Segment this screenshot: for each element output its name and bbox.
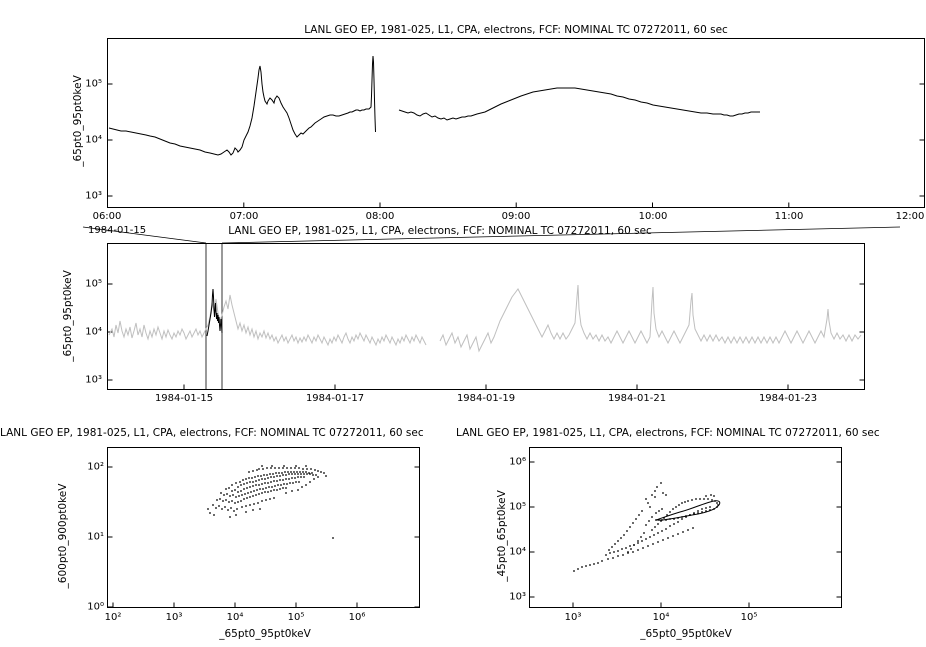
bl-xtick-1e2: 10² [104, 612, 122, 623]
top-date-label: 1984-01-15 [88, 225, 147, 236]
middle-ytick-1e3: 10³ [85, 374, 102, 386]
middle-xtick-0115: 1984-01-15 [154, 393, 214, 404]
top-xtick-0600: 06:00 [92, 211, 122, 222]
bottom-left-panel [0, 425, 470, 647]
br-xtick-1e3: 10³ [564, 612, 582, 623]
top-ytick-1e3: 10³ [85, 190, 102, 202]
bottom-right-panel-title: LANL GEO EP, 1981-025, L1, CPA, electrons, FCF: NOMINAL TC 07272011, 60 sec [456, 427, 880, 439]
bl-ytick-1e2: 10² [87, 461, 104, 473]
scatter-points-right [573, 482, 719, 572]
top-xtick-1200: 12:00 [895, 211, 925, 222]
middle-xtick-0121: 1984-01-21 [607, 393, 667, 404]
top-xtick-0900: 09:00 [501, 211, 531, 222]
middle-xtick-0123: 1984-01-23 [758, 393, 818, 404]
middle-panel [0, 225, 926, 425]
bl-ytick-1e0: 10⁰ [87, 601, 104, 613]
br-ytick-1e6: 10⁶ [509, 456, 526, 468]
bl-ytick-1e1: 10¹ [87, 531, 104, 543]
middle-xtick-0119: 1984-01-19 [456, 393, 516, 404]
top-ytick-1e4: 10⁴ [85, 134, 102, 146]
bottom-right-panel [456, 425, 926, 647]
middle-ytick-1e5: 10⁵ [85, 278, 102, 290]
bottom-right-xlabel: _65pt0_95pt0keV [640, 628, 732, 640]
br-xtick-1e5: 10⁵ [740, 612, 758, 623]
top-panel-ylabel: _65pt0_95pt0keV [72, 75, 84, 167]
middle-ytick-1e4: 10⁴ [85, 326, 102, 338]
bl-xtick-1e4: 10⁴ [226, 612, 244, 623]
bottom-left-ylabel: _600pt0_900pt0keV [57, 483, 69, 589]
br-xtick-1e4: 10⁴ [652, 612, 670, 623]
middle-xtick-0117: 1984-01-17 [305, 393, 365, 404]
br-ytick-1e4: 10⁴ [509, 546, 526, 558]
br-ytick-1e5: 10⁵ [509, 501, 526, 513]
top-xtick-0700: 07:00 [229, 211, 259, 222]
bottom-left-panel-title: LANL GEO EP, 1981-025, L1, CPA, electrons, FCF: NOMINAL TC 07272011, 60 sec [0, 427, 424, 439]
top-xtick-0800: 08:00 [365, 211, 395, 222]
br-ytick-1e3: 10³ [509, 591, 526, 603]
top-panel [0, 0, 926, 236]
bottom-left-xlabel: _65pt0_95pt0keV [219, 628, 311, 640]
top-xtick-1000: 10:00 [638, 211, 668, 222]
top-panel-title: LANL GEO EP, 1981-025, L1, CPA, electrons, FCF: NOMINAL TC 07272011, 60 sec [304, 24, 728, 36]
scatter-points-left [207, 465, 334, 539]
bl-xtick-1e3: 10³ [165, 612, 183, 623]
bl-xtick-1e6: 10⁶ [348, 612, 366, 623]
top-xtick-1100: 11:00 [774, 211, 804, 222]
middle-panel-title: LANL GEO EP, 1981-025, L1, CPA, electrons, FCF: NOMINAL TC 07272011, 60 sec [228, 225, 652, 237]
top-ytick-1e5: 10⁵ [85, 78, 102, 90]
bl-xtick-1e5: 10⁵ [287, 612, 305, 623]
bottom-right-ylabel: _45pt0_65pt0keV [496, 490, 508, 582]
middle-panel-ylabel: _65pt0_95pt0keV [62, 270, 74, 362]
